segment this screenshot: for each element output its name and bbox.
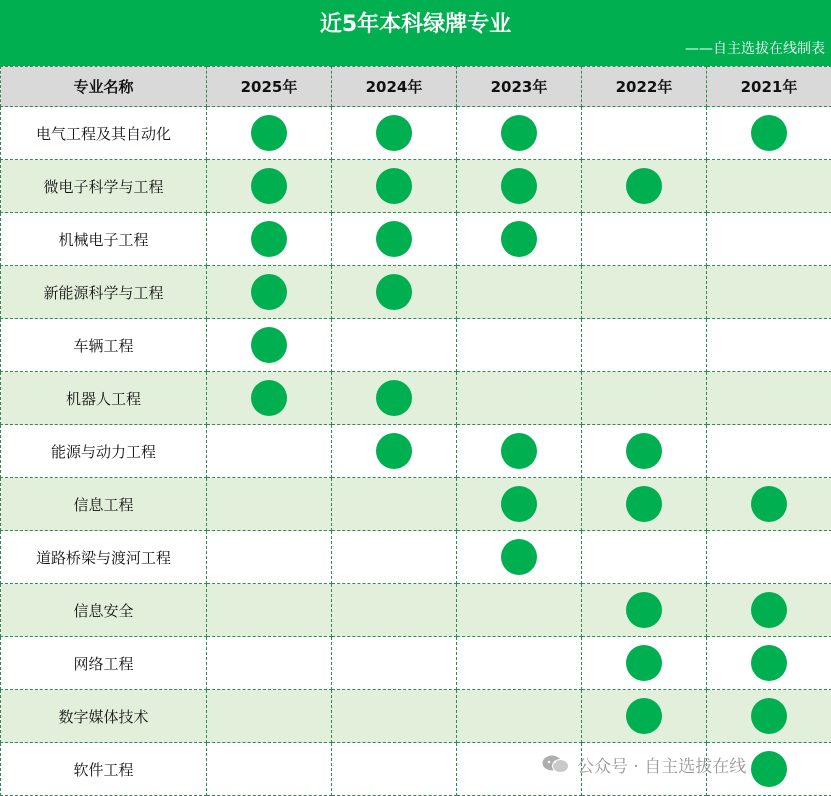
green-card-dot (626, 433, 662, 469)
year-cell-2023 (457, 107, 582, 160)
green-card-dot (751, 486, 787, 522)
year-cell-2022 (582, 266, 707, 319)
major-name-cell: 信息安全 (1, 584, 207, 637)
column-header-2025: 2025年 (207, 67, 332, 107)
green-card-dot (251, 221, 287, 257)
green-card-dot (376, 433, 412, 469)
year-cell-2023 (457, 160, 582, 213)
table-row (1, 637, 831, 690)
major-name-cell: 数字媒体技术 (1, 690, 207, 743)
major-name-cell: 网络工程 (1, 637, 207, 690)
major-name-cell: 能源与动力工程 (1, 425, 207, 478)
year-cell-2025 (207, 266, 332, 319)
year-cell-2025 (207, 743, 332, 796)
green-card-dot (626, 486, 662, 522)
table-body (1, 107, 831, 796)
column-header-2023: 2023年 (457, 67, 582, 107)
year-cell-2022 (582, 584, 707, 637)
green-card-dot (251, 168, 287, 204)
year-cell-2021 (707, 690, 831, 743)
wechat-icon (541, 754, 571, 774)
year-cell-2022 (582, 160, 707, 213)
year-cell-2024 (332, 637, 457, 690)
major-name-cell: 信息工程 (1, 478, 207, 531)
year-cell-2024 (332, 213, 457, 266)
green-card-dot (751, 645, 787, 681)
year-cell-2023 (457, 319, 582, 372)
table-row (1, 372, 831, 425)
table-row (1, 319, 831, 372)
green-card-dot (251, 274, 287, 310)
year-cell-2022 (582, 107, 707, 160)
year-cell-2023 (457, 478, 582, 531)
green-card-dot (251, 380, 287, 416)
year-cell-2025 (207, 690, 332, 743)
green-card-dot (501, 539, 537, 575)
year-cell-2021 (707, 478, 831, 531)
year-cell-2021 (707, 425, 831, 478)
table-row (1, 531, 831, 584)
major-name-cell: 软件工程 (1, 743, 207, 796)
major-name-cell: 车辆工程 (1, 319, 207, 372)
year-cell-2024 (332, 266, 457, 319)
year-cell-2023 (457, 266, 582, 319)
year-cell-2024 (332, 160, 457, 213)
green-card-dot (626, 698, 662, 734)
year-cell-2021 (707, 372, 831, 425)
year-cell-2022 (582, 478, 707, 531)
year-cell-2023 (457, 425, 582, 478)
year-cell-2024 (332, 690, 457, 743)
watermark-text: 公众号 · 自主选拔在线 (577, 756, 747, 777)
green-card-dot (501, 115, 537, 151)
year-cell-2021 (707, 213, 831, 266)
green-card-dot (251, 115, 287, 151)
year-cell-2025 (207, 584, 332, 637)
green-card-dot (376, 115, 412, 151)
year-cell-2023 (457, 690, 582, 743)
green-card-dot (501, 221, 537, 257)
year-cell-2025 (207, 213, 332, 266)
majors-table (0, 66, 831, 796)
year-cell-2022 (582, 372, 707, 425)
year-cell-2021 (707, 531, 831, 584)
year-cell-2024 (332, 425, 457, 478)
table-row (1, 160, 831, 213)
table-row (1, 213, 831, 266)
major-name-cell: 机器人工程 (1, 372, 207, 425)
green-card-dot (376, 274, 412, 310)
green-card-dot (376, 221, 412, 257)
column-header-2024: 2024年 (332, 67, 457, 107)
year-cell-2025 (207, 478, 332, 531)
year-cell-2025 (207, 637, 332, 690)
year-cell-2023 (457, 584, 582, 637)
major-name-cell: 道路桥梁与渡河工程 (1, 531, 207, 584)
table-row (1, 107, 831, 160)
year-cell-2021 (707, 107, 831, 160)
green-card-dot (501, 168, 537, 204)
green-card-dot (626, 592, 662, 628)
year-cell-2022 (582, 319, 707, 372)
green-card-dot (501, 433, 537, 469)
year-cell-2022 (582, 531, 707, 584)
year-cell-2024 (332, 107, 457, 160)
year-cell-2024 (332, 319, 457, 372)
year-cell-2021 (707, 637, 831, 690)
year-cell-2021 (707, 160, 831, 213)
major-name-cell: 新能源科学与工程 (1, 266, 207, 319)
green-card-dot (626, 645, 662, 681)
table-row (1, 478, 831, 531)
column-header-major: 专业名称 (1, 67, 207, 107)
watermark (541, 752, 746, 776)
year-cell-2025 (207, 319, 332, 372)
year-cell-2025 (207, 160, 332, 213)
year-cell-2024 (332, 584, 457, 637)
year-cell-2022 (582, 213, 707, 266)
green-card-dot (751, 592, 787, 628)
green-card-dot (501, 486, 537, 522)
table-row (1, 690, 831, 743)
major-name-cell: 机械电子工程 (1, 213, 207, 266)
table-row (1, 266, 831, 319)
year-cell-2022 (582, 637, 707, 690)
major-name-cell: 电气工程及其自动化 (1, 107, 207, 160)
year-cell-2024 (332, 743, 457, 796)
table-row (1, 425, 831, 478)
column-header-2022: 2022年 (582, 67, 707, 107)
year-cell-2023 (457, 531, 582, 584)
green-card-dot (376, 380, 412, 416)
year-cell-2021 (707, 266, 831, 319)
year-cell-2025 (207, 107, 332, 160)
year-cell-2023 (457, 213, 582, 266)
green-card-dot (376, 168, 412, 204)
year-cell-2024 (332, 372, 457, 425)
year-cell-2021 (707, 319, 831, 372)
green-card-dot (751, 698, 787, 734)
year-cell-2021 (707, 584, 831, 637)
year-cell-2022 (582, 425, 707, 478)
green-card-dot (751, 115, 787, 151)
green-card-dot (626, 168, 662, 204)
credit-text: ——自主选拔在线制表 (685, 41, 825, 57)
page-title: 近5年本科绿牌专业 (319, 12, 512, 37)
year-cell-2025 (207, 425, 332, 478)
green-card-dot (251, 327, 287, 363)
year-cell-2025 (207, 372, 332, 425)
year-cell-2025 (207, 531, 332, 584)
year-cell-2024 (332, 531, 457, 584)
header-row (1, 67, 831, 107)
title-banner (0, 0, 831, 66)
year-cell-2023 (457, 637, 582, 690)
major-name-cell: 微电子科学与工程 (1, 160, 207, 213)
table-row (1, 584, 831, 637)
year-cell-2022 (582, 690, 707, 743)
column-header-2021: 2021年 (707, 67, 831, 107)
green-card-dot (751, 751, 787, 787)
year-cell-2023 (457, 372, 582, 425)
year-cell-2024 (332, 478, 457, 531)
